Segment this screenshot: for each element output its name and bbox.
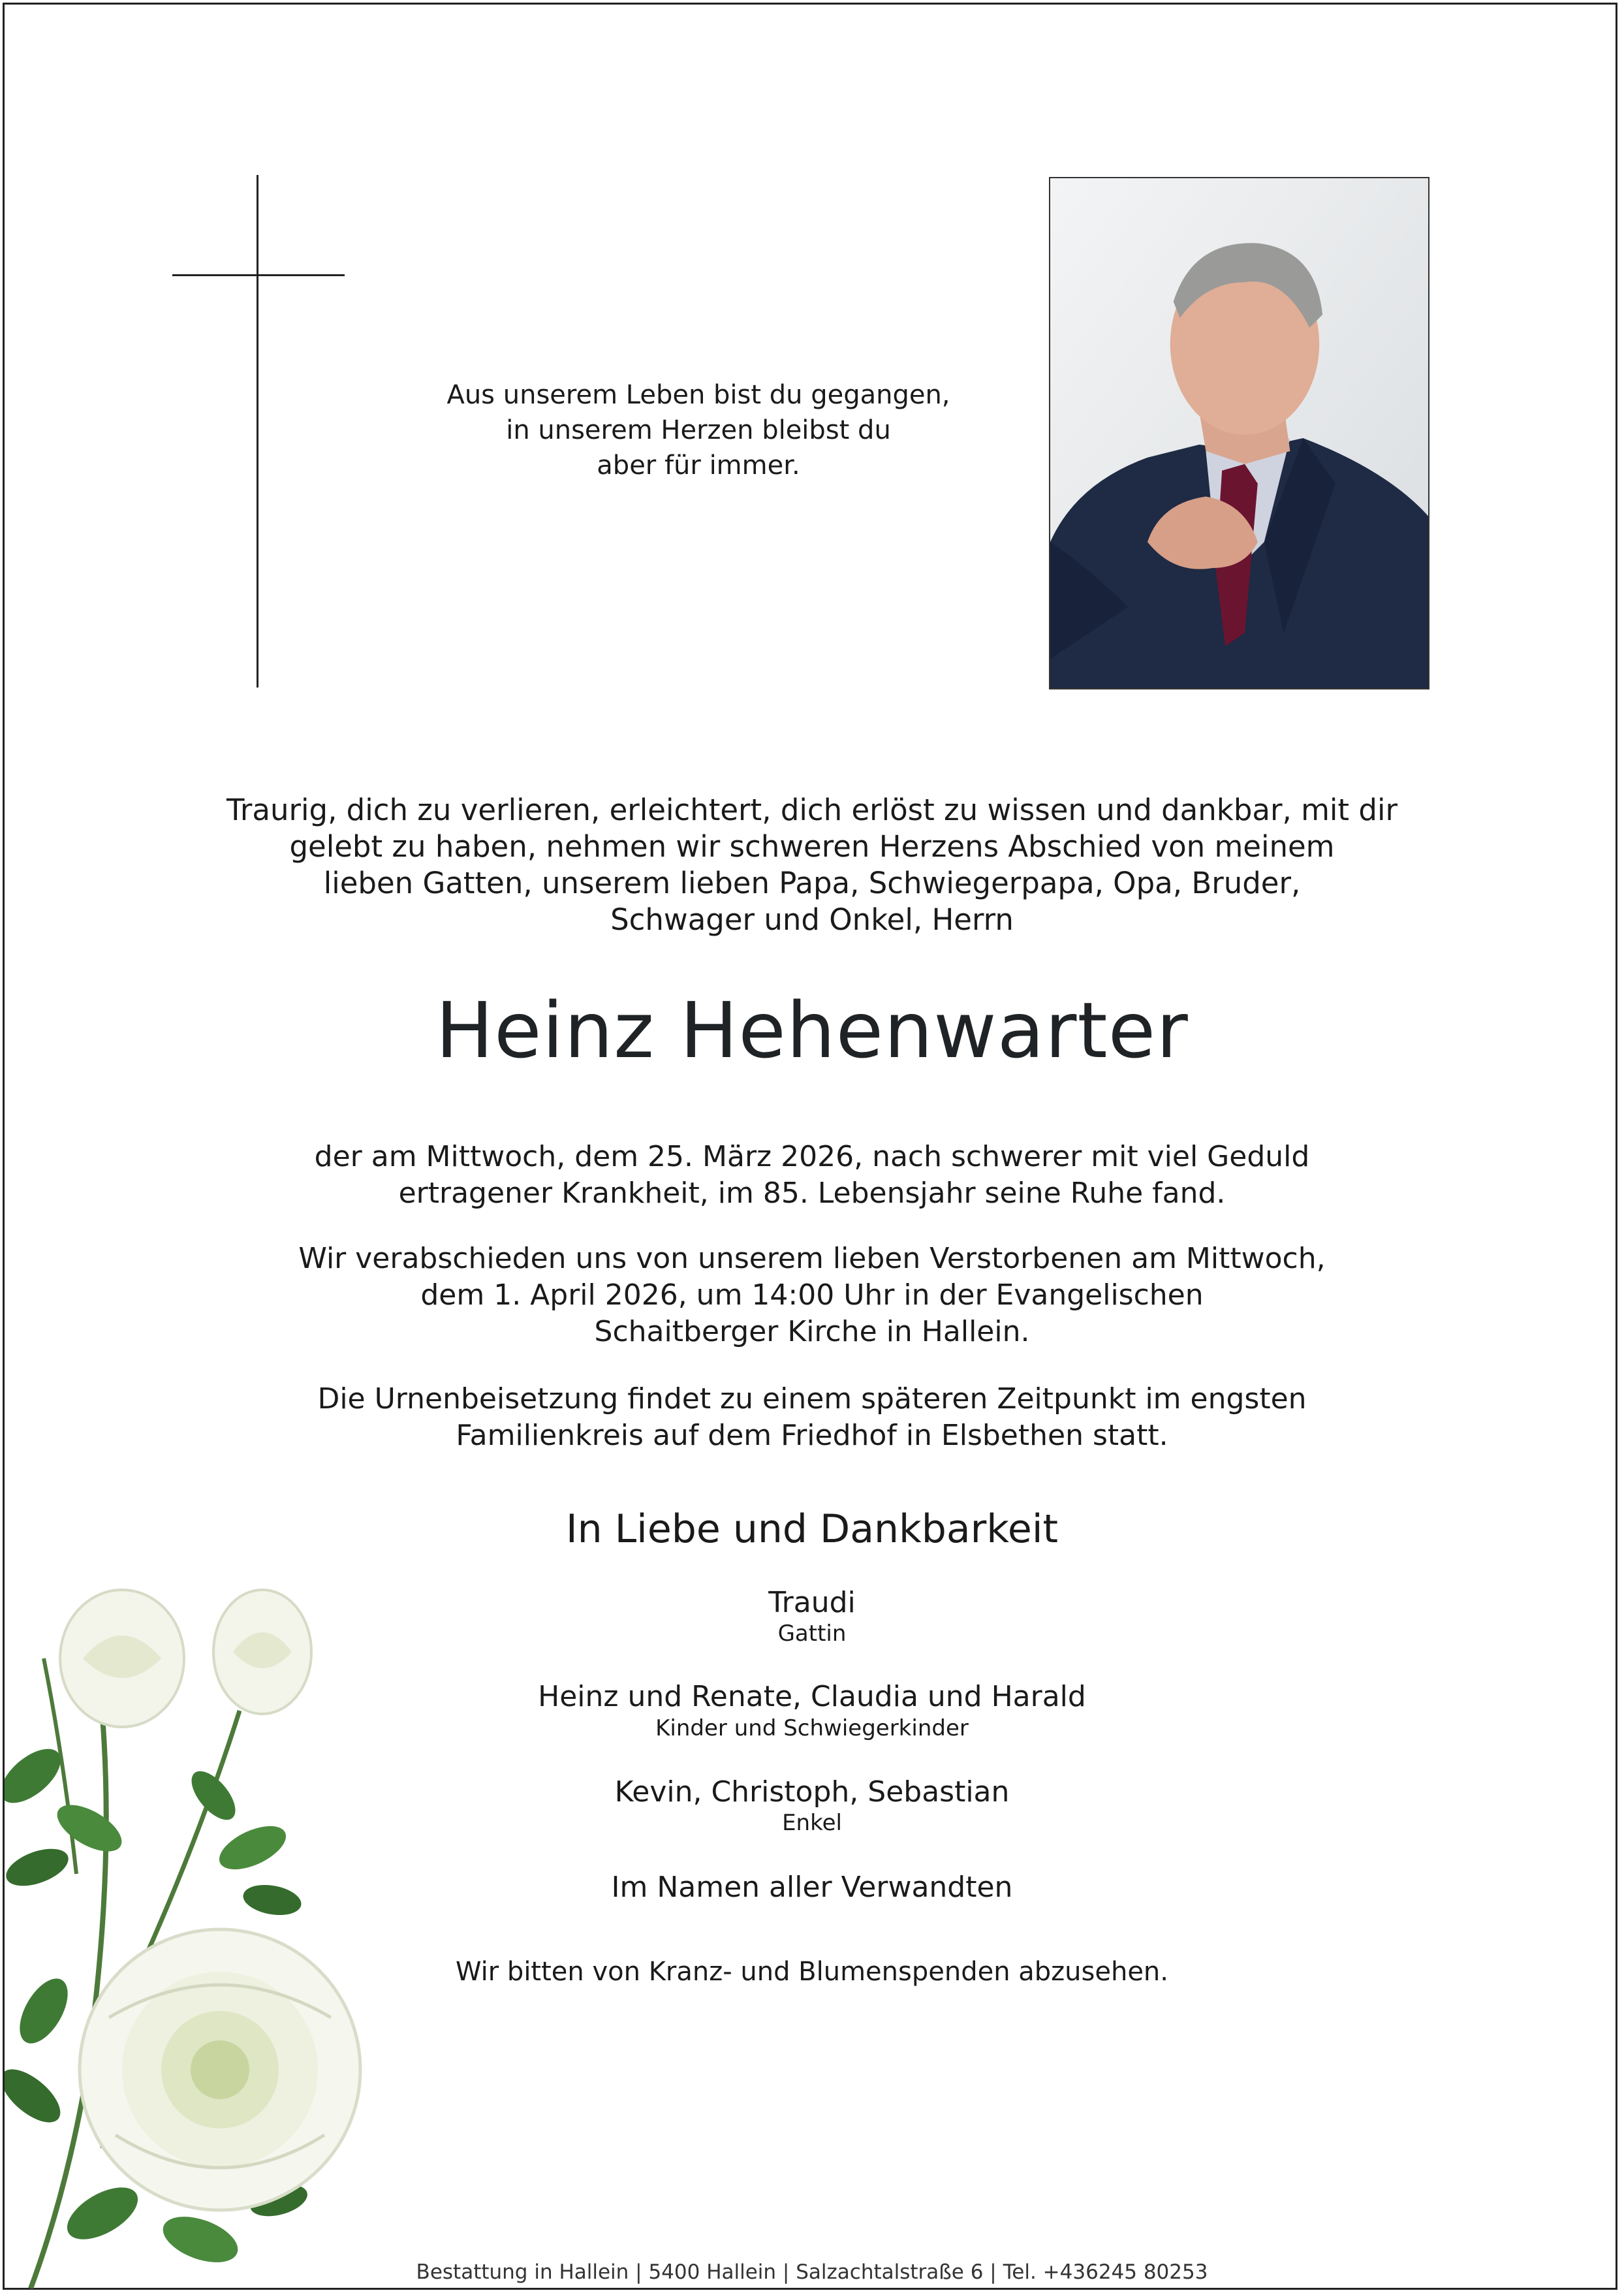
farewell-line: dem 1. April 2026, um 14:00 Uhr in der Evangelischen xyxy=(420,1278,1204,1312)
mourner-names: Traudi xyxy=(768,1586,856,1619)
relatives-line: Im Namen aller Verwandten xyxy=(611,1871,1013,1904)
verse-line: Aus unserem Leben bist du gegangen, xyxy=(446,380,950,410)
mourner-relation: Gattin xyxy=(777,1621,847,1647)
verse-line: aber für immer. xyxy=(597,451,800,481)
intro-line: Traurig, dich zu verlieren, erleichtert, dich erlöst zu wissen und dankbar, mit dir xyxy=(226,793,1398,827)
deceased-name: Heinz Hehenwarter xyxy=(435,985,1189,1075)
farewell-line: Wir verabschieden uns von unserem lieben Verstorbenen am Mittwoch, xyxy=(298,1242,1326,1275)
intro-line: Schwager und Onkel, Herrn xyxy=(610,902,1014,937)
death-paragraph xyxy=(0,1139,1624,1212)
mourner-relation: Kinder und Schwiegerkinder xyxy=(655,1715,969,1741)
mourner-names: Kevin, Christoph, Sebastian xyxy=(614,1775,1010,1809)
death-line: der am Mittwoch, dem 25. März 2026, nach schwerer mit viel Geduld xyxy=(314,1140,1310,1173)
cross-icon xyxy=(257,175,258,688)
mourner-relation: Enkel xyxy=(782,1810,842,1836)
urn-line: Die Urnenbeisetzung findet zu einem späteren Zeitpunkt im engsten xyxy=(317,1382,1307,1416)
closing-heading: In Liebe und Dankbarkeit xyxy=(565,1506,1059,1552)
donation-note: Wir bitten von Kranz- und Blumenspenden abzusehen. xyxy=(455,1957,1168,1987)
cross-icon-bar xyxy=(172,274,345,276)
mourner-names: Heinz und Renate, Claudia und Harald xyxy=(538,1680,1086,1713)
memorial-verse xyxy=(366,377,1031,483)
verse-line: in unserem Herzen bleibst du xyxy=(506,415,891,445)
white-roses-decoration xyxy=(5,1560,396,2288)
intro-line: lieben Gatten, unserem lieben Papa, Schwiegerpapa, Opa, Bruder, xyxy=(323,866,1301,900)
farewell-line: Schaitberger Kirche in Hallein. xyxy=(594,1315,1030,1348)
funeral-home-footer: Bestattung in Hallein | 5400 Hallein | Salzachtalstraße 6 | Tel. +436245 80253 xyxy=(416,2260,1208,2284)
death-line: ertragener Krankheit, im 85. Lebensjahr seine Ruhe fand. xyxy=(398,1177,1226,1210)
farewell-paragraph xyxy=(0,1241,1624,1350)
intro-text xyxy=(0,792,1624,938)
portrait-photo xyxy=(1049,177,1429,689)
urn-paragraph xyxy=(0,1381,1624,1454)
urn-line: Familienkreis auf dem Friedhof in Elsbethen statt. xyxy=(456,1419,1168,1452)
intro-line: gelebt zu haben, nehmen wir schweren Herzens Abschied von meinem xyxy=(289,829,1335,864)
